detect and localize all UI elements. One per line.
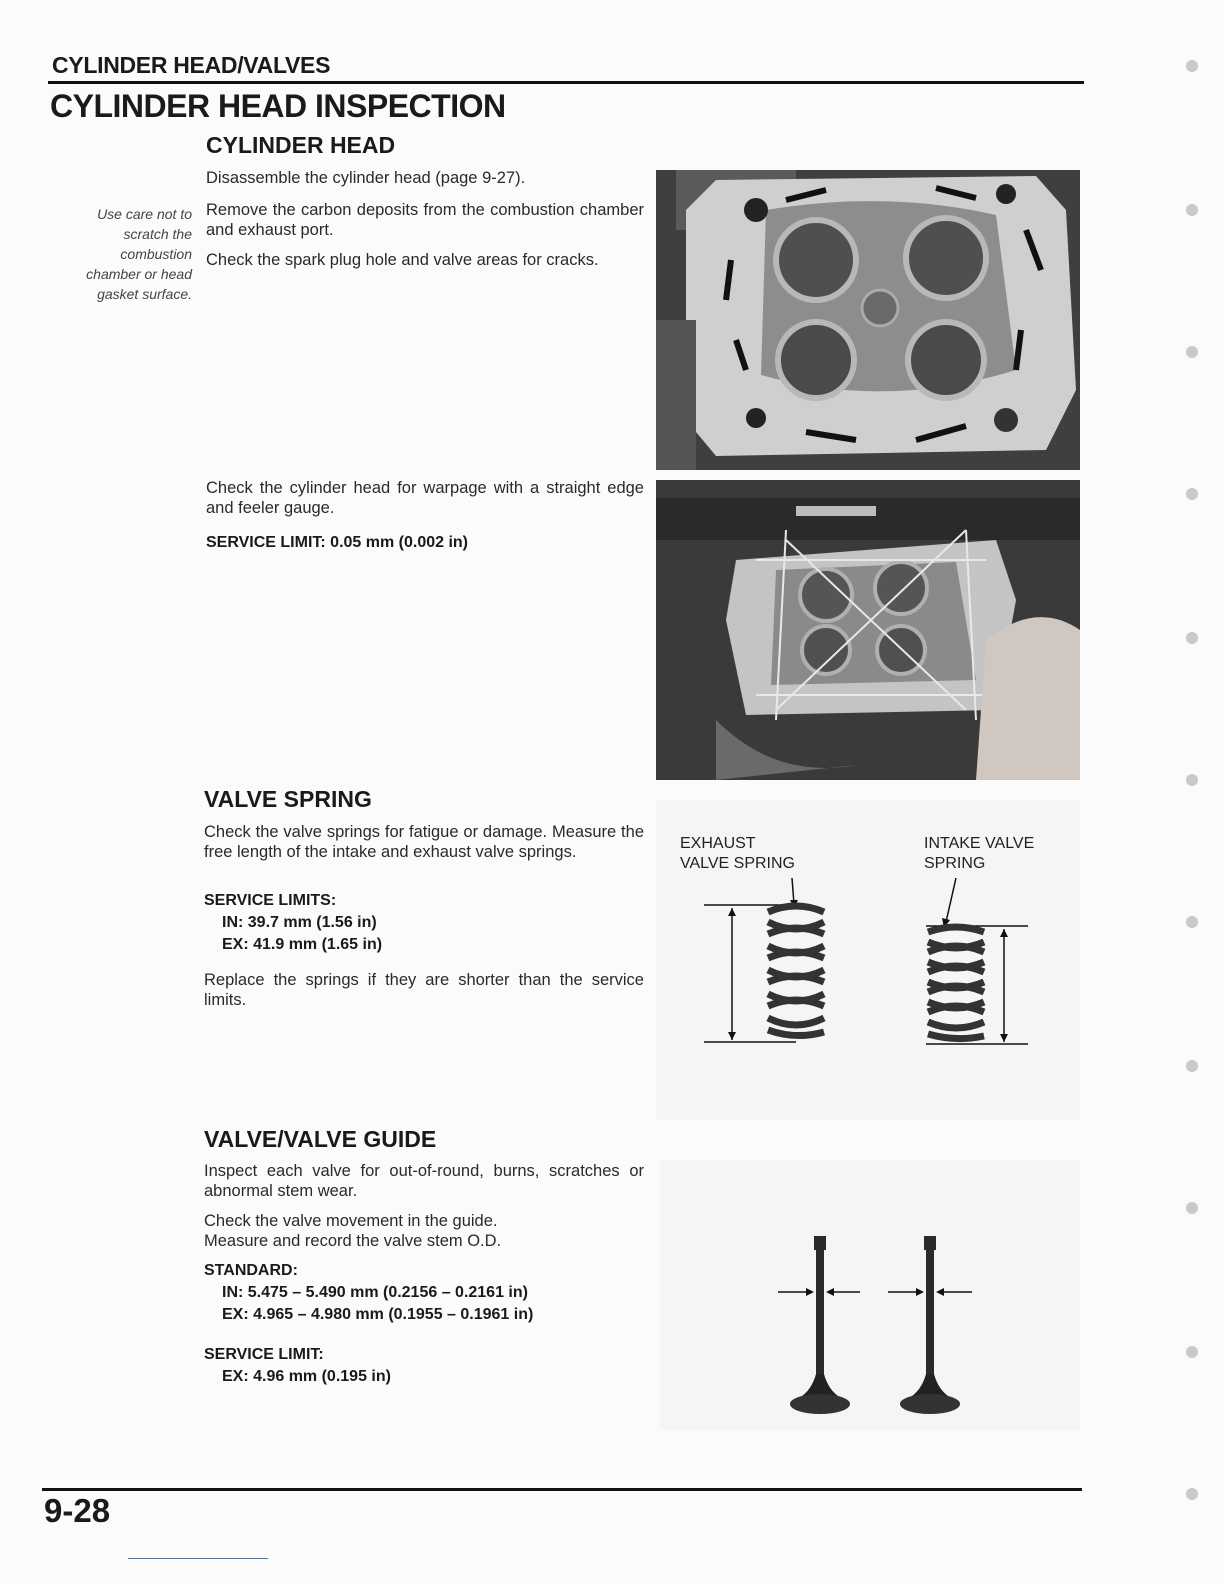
- page-title: CYLINDER HEAD INSPECTION: [50, 88, 506, 124]
- caption-line: SPRING: [924, 855, 986, 872]
- binder-hole: [1186, 346, 1198, 358]
- standard-in-value: IN: 5.475 – 5.490 mm (0.2156 – 0.2161 in): [222, 1284, 528, 1301]
- binder-hole: [1186, 1346, 1198, 1358]
- cylinder-head-p3: Check the spark plug hole and valve areas for cracks.: [206, 251, 599, 269]
- binder-hole: [1186, 1202, 1198, 1214]
- warpage-check-photo: [656, 480, 1080, 780]
- side-note-line: chamber or head: [86, 266, 192, 282]
- binder-hole: [1186, 1060, 1198, 1072]
- valve-guide-p1: Inspect each valve for out-of-round, burns, scratches or abnormal stem wear.: [204, 1162, 644, 1200]
- side-note-line: combustion: [120, 246, 192, 262]
- valve-spring-heading: VALVE SPRING: [204, 786, 372, 812]
- valve-spring-illustration: [656, 800, 1080, 1120]
- valve-spring-ex-limit: EX: 41.9 mm (1.65 in): [222, 936, 383, 953]
- footer-link-underline: [128, 1558, 268, 1559]
- binder-hole: [1186, 774, 1198, 786]
- valve-guide-heading: VALVE/VALVE GUIDE: [204, 1126, 437, 1152]
- binder-hole: [1186, 488, 1198, 500]
- caption-line: EXHAUST: [680, 835, 756, 852]
- cylinder-head-p4: Check the cylinder head for warpage with a straight edge and feeler gauge.: [206, 479, 644, 517]
- valve-spring-p1: Check the valve springs for fatigue or damage. Measure the free length of the intake and exhaust valve springs.: [204, 823, 644, 861]
- header-rule: [48, 81, 1084, 84]
- valve-spring-limits-label: SERVICE LIMITS:: [204, 892, 337, 909]
- cylinder-head-heading: CYLINDER HEAD: [206, 132, 396, 158]
- standard-label: STANDARD:: [204, 1262, 298, 1279]
- binder-hole: [1186, 1488, 1198, 1500]
- binder-hole: [1186, 632, 1198, 644]
- caption-line: INTAKE VALVE: [924, 835, 1035, 852]
- page-number: 9-28: [44, 1492, 111, 1529]
- section-header: CYLINDER HEAD/VALVES: [52, 52, 331, 78]
- cylinder-head-photo: [656, 170, 1080, 470]
- cylinder-head-p1: Disassemble the cylinder head (page 9-27).: [206, 169, 526, 187]
- cylinder-head-p2: Remove the carbon deposits from the combustion chamber and exhaust port.: [206, 201, 644, 239]
- valve-service-limit-label: SERVICE LIMIT:: [204, 1346, 324, 1363]
- side-note-line: gasket surface.: [97, 286, 192, 302]
- valve-spring-in-limit: IN: 39.7 mm (1.56 in): [222, 914, 377, 931]
- valve-spring-p2: Replace the springs if they are shorter than the service limits.: [204, 971, 644, 1009]
- warpage-service-limit: SERVICE LIMIT: 0.05 mm (0.002 in): [206, 534, 469, 551]
- binder-hole: [1186, 60, 1198, 72]
- valve-service-limit-value: EX: 4.96 mm (0.195 in): [222, 1368, 391, 1385]
- side-note-line: scratch the: [123, 226, 192, 242]
- binder-hole: [1186, 204, 1198, 216]
- valve-guide-p2b: Measure and record the valve stem O.D.: [204, 1232, 502, 1250]
- side-note-line: Use care not to: [97, 206, 192, 222]
- valve-guide-p2a: Check the valve movement in the guide.: [204, 1212, 498, 1230]
- footer-rule: [42, 1488, 1082, 1491]
- binder-hole: [1186, 916, 1198, 928]
- standard-ex-value: EX: 4.965 – 4.980 mm (0.1955 – 0.1961 in): [222, 1306, 534, 1323]
- valve-stem-illustration: [660, 1160, 1080, 1430]
- side-note: [60, 204, 192, 304]
- caption-line: VALVE SPRING: [680, 855, 795, 872]
